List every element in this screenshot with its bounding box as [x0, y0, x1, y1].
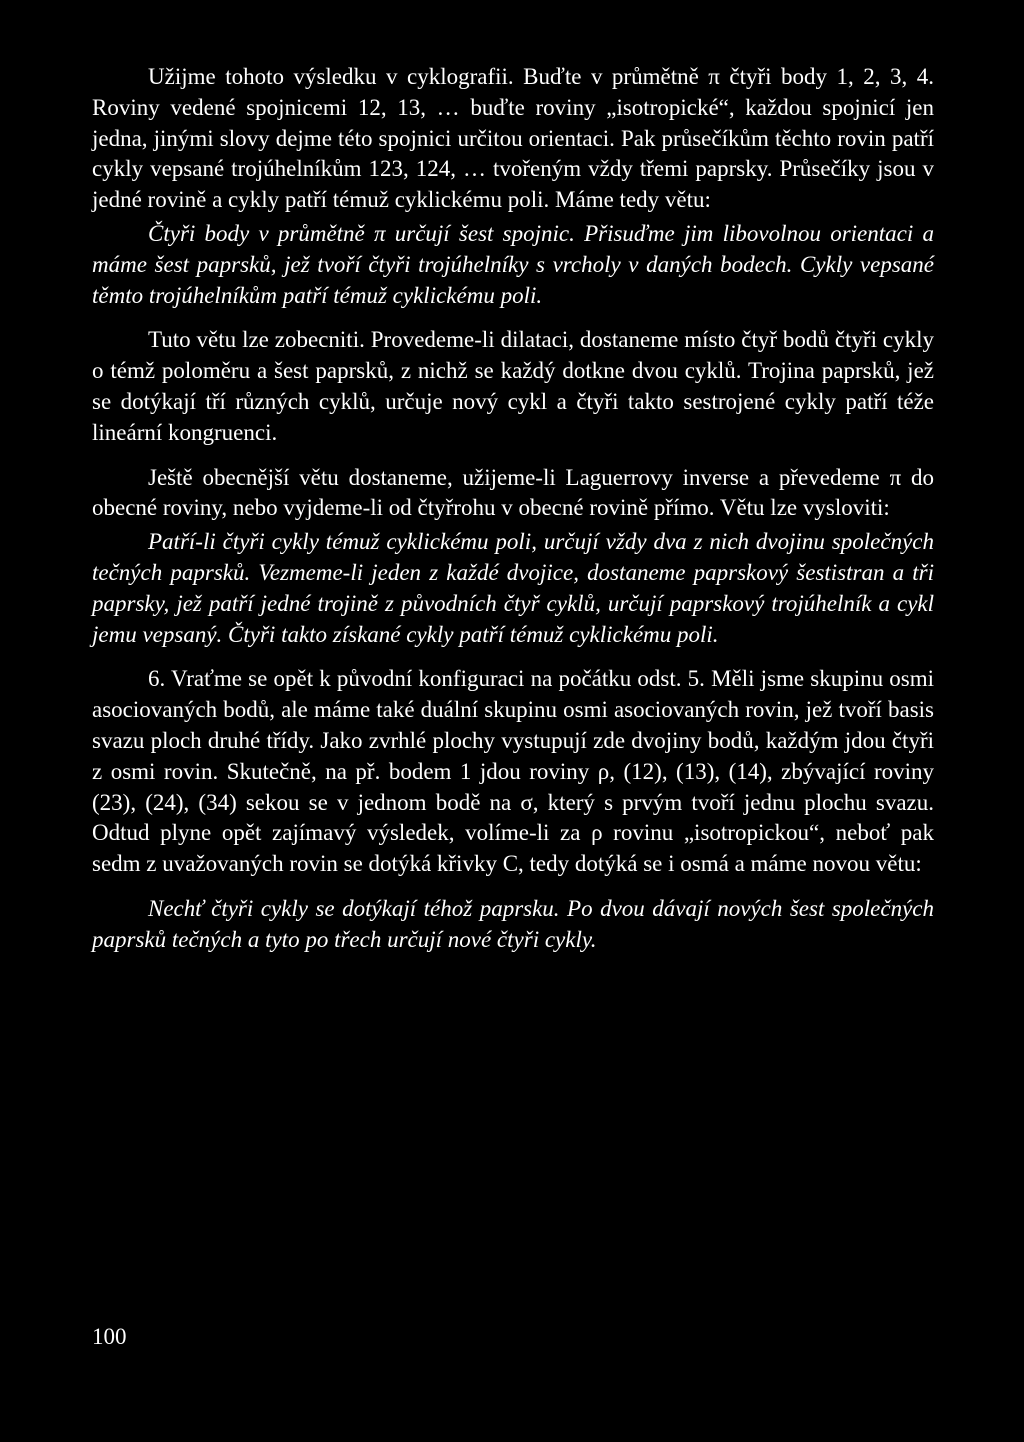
paragraph-intro: Užijme tohoto výsledku v cyklografii. Buďte v průmětně π čtyři body 1, 2, 3, 4. Roviny vedené spojnicemi 12, 13, … buďte roviny „isotropické“, každou spojnicí jen jedna, jinými slovy dejme této spojnici určitou orientaci. Pak průsečíkům těchto rovin patří cykly vepsané trojúhelníkům 123, 124, … tvořeným vždy třemi paprsky. Průsečíky jsou v jedné rovině a cykly patří témuž cyklickému poli. Máme tedy větu: [92, 64, 934, 213]
paragraph-generalization: Tuto větu lze zobecniti. Provedeme-li dilataci, dostaneme místo čtyř bodů čtyři cykly o témž poloměru a šest paprsků, z nichž se každý dotkne dvou cyklů. Trojina paprsků, jež se dotýkají tří různých cyklů, určuje nový cykl a čtyři takto sestrojené cykly patří téže lineární kongruenci. [92, 327, 934, 445]
theorem-cyclic-field: Patří-li čtyři cykly témuž cyklickému poli, určují vždy dva z nich dvojinu společných tečných paprsků. Vezmeme-li jeden z každé dvojice, dostaneme paprskový šestistran a tři paprsky, jež patří jedné trojině z původních čtyř cyklů, určují paprskový trojúhelník a cykl jemu vepsaný. Čtyři takto získané cykly patří témuž cyklickému poli. [92, 529, 934, 647]
theorem-tangent-ray: Nechť čtyři cykly se dotýkají téhož paprsku. Po dvou dávají nových šest společných paprsků tečných a tyto po třech určují nové čtyři cykly. [92, 895, 934, 952]
theorem-four-points: Čtyři body v průmětně π určují šest spojnic. Přisuďme jim libovolnou orientaci a máme šest paprsků, jež tvoří čtyři trojúhelníky s vrcholy v daných bodech. Cykly vepsané těmto trojúhelníkům patří témuž cyklickému poli. [92, 220, 934, 308]
page-body [92, 62, 934, 956]
paragraph-section-6: 6. Vraťme se opět k původní konfiguraci na počátku odst. 5. Měli jsme skupinu osmi asociovaných bodů, ale máme také duální skupinu osmi asociovaných rovin, jež tvoří basis svazu ploch druhé třídy. Jako zvrhlé plochy vystupují zde dvojiny bodů, každým jdou čtyři z osmi rovin. Skutečně, na př. bodem 1 jdou roviny ρ, (12), (13), (14), zbývající roviny (23), (24), (34) sekou se v jednom bodě na σ, který s prvým tvoří jednu plochu svazu. Odtud plyne opět zajímavý výsledek, volíme-li za ρ rovinu „isotropickou“, neboť pak sedm z uvažovaných rovin se dotýká křivky C, tedy dotýká se i osmá a máme novou větu: [92, 666, 934, 877]
page-number: 100 [92, 1324, 127, 1349]
paragraph-laguerre: Ještě obecnější větu dostaneme, užijeme-li Laguerrovy inverse a převedeme π do obecné roviny, nebo vyjdeme-li od čtyřrohu v obecné rovině přímo. Větu lze vysloviti: [92, 464, 934, 521]
